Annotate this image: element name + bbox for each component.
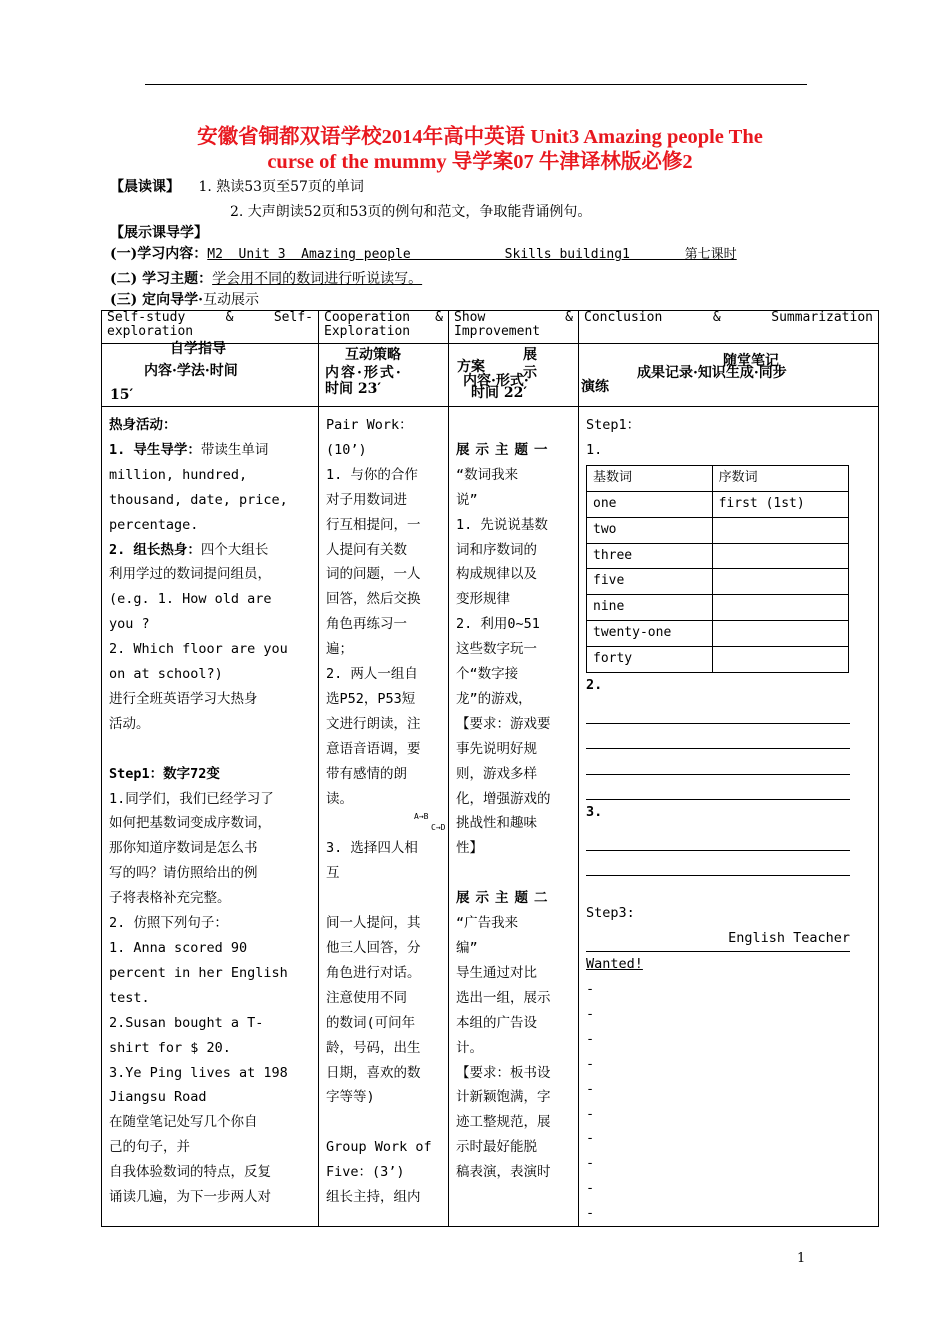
doc-title-line2: curse of the mummy 导学案07 牛津译林版必修2 <box>267 151 693 173</box>
self-study-line: 活动。 <box>109 715 150 732</box>
self-study-line: 如何把基数词变成序数词， <box>109 815 271 832</box>
ordinal-table <box>586 465 849 673</box>
ordinal-cell <box>712 621 848 647</box>
cooperation-line: 遍； <box>326 641 353 658</box>
dash-line: - <box>586 1155 595 1172</box>
ordinal-table-row <box>587 595 849 621</box>
show-line: 【要求：游戏要 <box>456 715 551 732</box>
ordinal-table-row <box>587 647 849 673</box>
dash-line: - <box>586 1080 595 1097</box>
cooperation-line: 间一人提问，其 <box>326 915 421 932</box>
show-line: 构成规律以及 <box>456 566 537 583</box>
answer-line <box>586 851 850 877</box>
cooperation-line: 组长主持，组内 <box>326 1189 421 1206</box>
morning-reading <box>110 178 364 196</box>
show-line <box>456 861 574 886</box>
arrow-note-2: C→D <box>431 823 446 832</box>
ordinal-table-row <box>587 517 849 543</box>
self-study-line: 1. Anna scored 90 <box>109 940 248 957</box>
answer-line <box>586 825 850 851</box>
cooperation-line: (10’) <box>326 441 367 458</box>
self-study-line: 在随堂笔记处写几个你自 <box>109 1114 258 1131</box>
show-line: 个“数字接 <box>456 666 519 683</box>
inner-header-ordinal: 序数词 <box>712 465 848 491</box>
cooperation-line: Group Work of <box>326 1139 432 1156</box>
conclusion-column <box>579 407 879 1227</box>
self-study-line: 1. 导生导学：带读生单词 <box>109 441 269 458</box>
ordinal-cell <box>712 647 848 673</box>
dash-line: - <box>586 1005 595 1022</box>
cooperation-line: 龄，号码，出生 <box>326 1039 421 1056</box>
ordinal-table-row <box>587 621 849 647</box>
cooperation-line: 日期，喜欢的数 <box>326 1064 421 1081</box>
dash-line: - <box>586 1055 595 1072</box>
self-study-line: (e.g. 1. How old are <box>109 591 272 608</box>
self-study-column <box>102 407 319 1227</box>
show-line: “数词我来 <box>456 466 519 483</box>
self-study-line: on at school?) <box>109 666 223 683</box>
cooperation-line: 行互相提问，一 <box>326 516 421 533</box>
header-show: Show & Improvement <box>449 311 579 344</box>
cooperation-line <box>326 886 444 911</box>
self-study-line: 己的句子，并 <box>109 1139 190 1156</box>
self-study-line: 1.同学们，我们已经学习了 <box>109 790 274 807</box>
self-study-line: 自我体验数词的特点，反复 <box>109 1164 271 1181</box>
cooperation-line: 人提问有关数 <box>326 541 407 558</box>
show-line: 编” <box>456 940 478 956</box>
guide-label: (三) 定向导学· <box>110 292 203 308</box>
subheader-cooperation: 互动策略 内容·形式· 时间 23′ <box>319 344 449 407</box>
header-self-study: Self-study & Self-exploration <box>102 311 319 344</box>
show-line: 词和序数词的 <box>456 541 537 558</box>
step3-label: Step3: <box>586 905 635 922</box>
show-line <box>456 413 574 438</box>
cooperation-line: 文进行朗读，注 <box>326 715 421 732</box>
cooperation-line: 2. 两人一组自 <box>326 666 418 683</box>
header-conclusion: Conclusion & Summarization <box>579 311 879 344</box>
self-study-line: 进行全班英语学习大热身 <box>109 690 258 707</box>
self-study-line: 子将表格补充完整。 <box>109 890 231 907</box>
cooperation-line: 读。 <box>326 790 353 807</box>
cardinal-cell: one <box>587 491 713 517</box>
morning-item-2: 2. 大声朗读52页和53页的例句和范文，争取能背诵例句。 <box>230 204 592 220</box>
doc-title-line1: 安徽省铜都双语学校2014年高中英语 Unit3 Amazing people The <box>197 126 763 148</box>
self-study-line: 2. 组长热身：四个大组长 <box>109 541 269 558</box>
ordinal-table-row <box>587 569 849 595</box>
answer-line <box>586 775 850 801</box>
self-study-line: Step1：数字72变 <box>109 765 220 782</box>
show-column <box>449 407 579 1227</box>
dash-line: - <box>586 1205 595 1222</box>
show-line: 2. 利用0~51 <box>456 616 540 633</box>
show-line: 事先说明好规 <box>456 740 537 757</box>
ordinal-cell <box>712 517 848 543</box>
cooperation-line: 带有感情的朗 <box>326 765 407 782</box>
cooperation-line: 1. 与你的合作 <box>326 466 418 483</box>
ordinal-cell <box>712 569 848 595</box>
show-line: 迹工整规范，展 <box>456 1114 551 1131</box>
ordinal-cell: first (1st) <box>712 491 848 517</box>
show-line: 说” <box>456 491 478 508</box>
topic-label: (二) 学习主题： <box>110 271 213 287</box>
dash-line: - <box>586 981 595 998</box>
show-line: 稿表演，表演时 <box>456 1164 551 1181</box>
content-label: (一)学习内容： <box>110 246 208 262</box>
ordinal-table-row <box>587 543 849 569</box>
header-cooperation: Cooperation & Exploration <box>319 311 449 344</box>
show-line: 示时最好能脱 <box>456 1139 537 1156</box>
item-3-label: 3. <box>586 804 603 821</box>
show-line: 展示主题一 <box>456 441 554 458</box>
self-study-line: 那你知道序数词是怎么书 <box>109 840 258 857</box>
topic-line <box>110 270 422 288</box>
show-line: 这些数字玩一 <box>456 641 537 658</box>
self-study-line: 诵读几遍，为下一步两人对 <box>109 1189 271 1206</box>
cooperation-line: 角色再练习一 <box>326 616 407 633</box>
show-line: “广告我来 <box>456 915 519 932</box>
study-plan-table <box>101 310 879 1227</box>
item-1-label: 1. <box>586 441 603 458</box>
self-study-line: 3.Ye Ping lives at 198 <box>109 1064 288 1081</box>
cooperation-line: 互 <box>326 865 340 882</box>
show-class-label: 【展示课导学】 <box>110 225 208 241</box>
dash-line: - <box>586 1180 595 1197</box>
arrow-note: A→B <box>414 812 429 821</box>
cooperation-line: 的数词(可问年 <box>326 1014 416 1031</box>
page-number: 1 <box>797 1251 806 1266</box>
cooperation-line: 词的问题，一人 <box>326 566 421 583</box>
show-line: 导生通过对比 <box>456 964 537 981</box>
cooperation-line: 选P52，P53短 <box>326 690 416 707</box>
answer-line <box>586 698 850 724</box>
self-study-line: percent in her English <box>109 964 288 981</box>
show-line: 【要求：板书设 <box>456 1064 551 1081</box>
inner-header-cardinal: 基数词 <box>587 465 713 491</box>
cardinal-cell: five <box>587 569 713 595</box>
self-study-line: 热身活动： <box>109 417 177 433</box>
show-line: 性】 <box>456 840 483 857</box>
topic-value: 学会用不同的数词进行听说读写。 <box>212 271 423 287</box>
self-study-line: 2. Which floor are you <box>109 641 288 658</box>
show-line: 则，游戏多样 <box>456 765 537 782</box>
subheader-self-study: 自学指导 内容·学法·时间 15′ <box>102 344 319 407</box>
morning-label: 【晨读课】 <box>110 179 180 195</box>
show-line: 化，增强游戏的 <box>456 790 551 807</box>
subheader-conclusion: 随堂笔记 成果记录·知识生成·同步 演练 <box>579 344 879 407</box>
self-study-line: 2.Susan bought a T- <box>109 1014 264 1031</box>
ad-title: English Teacher <box>586 926 850 952</box>
wanted-label: Wanted! <box>586 956 643 973</box>
item-2-label: 2. <box>586 677 603 694</box>
self-study-line: 利用学过的数词提问组员， <box>109 566 271 583</box>
self-study-line: thousand, date, price, <box>109 491 288 508</box>
self-study-line <box>109 737 314 762</box>
show-line: 计新颖饱满，字 <box>456 1089 551 1106</box>
self-study-line: test. <box>109 989 150 1006</box>
step1-label: Step1： <box>586 417 641 433</box>
cooperation-line: 对子用数词进 <box>326 491 407 508</box>
dash-line: - <box>586 1030 595 1047</box>
cooperation-line: 字等等) <box>326 1089 375 1106</box>
content-line <box>110 245 737 264</box>
cardinal-cell: twenty-one <box>587 621 713 647</box>
guide-line <box>110 291 259 309</box>
answer-line <box>586 724 850 750</box>
self-study-line: million, hundred, <box>109 466 248 483</box>
dash-line: - <box>586 1130 595 1147</box>
show-line: 计。 <box>456 1039 483 1056</box>
self-study-line: you ? <box>109 616 150 633</box>
ordinal-cell <box>712 543 848 569</box>
morning-item-1: 1. 熟读53页至57页的单词 <box>198 179 364 195</box>
cooperation-column <box>319 407 449 1227</box>
cooperation-line <box>326 1110 444 1135</box>
cooperation-line: 他三人回答，分 <box>326 940 421 956</box>
content-value: M2 Unit 3 Amazing people Skills building1 第七课时 <box>207 247 737 262</box>
self-study-line: 写的吗？请仿照给出的例 <box>109 865 258 882</box>
show-line: 选出一组，展示 <box>456 989 551 1006</box>
show-line: 变形规律 <box>456 591 510 608</box>
cooperation-line: 回答，然后交换 <box>326 591 421 608</box>
self-study-line: shirt for $ 20. <box>109 1039 231 1056</box>
ordinal-cell <box>712 595 848 621</box>
cooperation-line: 角色进行对话。 <box>326 964 421 981</box>
self-study-line: percentage. <box>109 516 199 533</box>
cooperation-line: 意语音语调，要 <box>326 740 421 757</box>
cooperation-line: Five：(3’) <box>326 1164 405 1181</box>
show-line: 挑战性和趣味 <box>456 815 537 832</box>
show-line: 本组的广告设 <box>456 1014 537 1031</box>
guide-value: 互动展示 <box>203 292 259 308</box>
cardinal-cell: forty <box>587 647 713 673</box>
show-line: 1. 先说说基数 <box>456 516 548 533</box>
cardinal-cell: two <box>587 517 713 543</box>
show-line: 龙”的游戏， <box>456 690 532 707</box>
answer-line <box>586 749 850 775</box>
cooperation-line: 3. 选择四人相 <box>326 840 418 857</box>
ordinal-table-row <box>587 491 849 517</box>
show-line: 展示主题二 <box>456 890 554 907</box>
cardinal-cell: three <box>587 543 713 569</box>
self-study-line: Jiangsu Road <box>109 1089 207 1106</box>
subheader-show: 展 示 方案 内容·形式· 时间 22′ <box>449 344 579 407</box>
header-rule <box>145 84 807 85</box>
self-study-line: 2. 仿照下列句子： <box>109 915 228 932</box>
cardinal-cell: nine <box>587 595 713 621</box>
dash-line: - <box>586 1105 595 1122</box>
cooperation-line: 注意使用不同 <box>326 989 407 1006</box>
cooperation-line: Pair Work： <box>326 417 413 433</box>
